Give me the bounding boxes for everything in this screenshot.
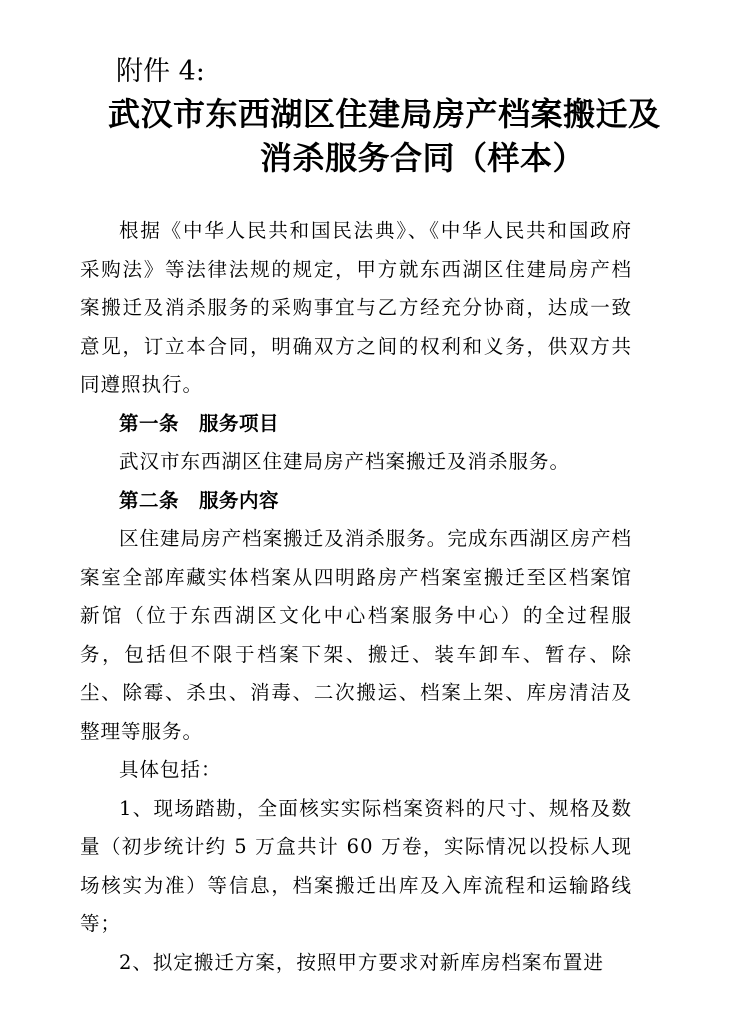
article-1-number: 第一条: [119, 411, 180, 435]
article-1-heading: [80, 405, 632, 444]
contract-title-line-1: 武汉市东西湖区住建局房产档案搬迁及: [108, 95, 661, 133]
item-2-paragraph: 2、拟定搬迁方案，按照甲方要求对新库房档案布置进: [119, 950, 604, 974]
article-1-paragraph: 武汉市东西湖区住建局房产档案搬迁及消杀服务。: [119, 450, 571, 473]
item-1-paragraph: 1、现场踏勘，全面核实实际档案资料的尺寸、规格及数量（初步统计约 5 万盒共计 60 万卷，实际情况以投标人现场核实为准）等信息，档案搬迁出库及入库流程和运输路线等；: [80, 796, 632, 935]
article-2-title: 服务内容: [199, 488, 280, 512]
specifics-label: 具体包括：: [119, 758, 222, 781]
intro-paragraph: 根据《中华人民共和国民法典》、《中华人民共和国政府采购法》等法律法规的规定，甲方就东西湖区住建局房产档案搬迁及消杀服务的采购事宜与乙方经充分协商，达成一致意见，订立本合同，明确双方之间的权利和义务，供双方共同遵照执行。: [80, 219, 632, 396]
attachment-label: 附件 4:: [116, 56, 205, 87]
article-2-number: 第二条: [119, 488, 180, 512]
article-2-heading: [80, 482, 632, 521]
article-2-paragraph: 区住建局房产档案搬迁及消杀服务。完成东西湖区房产档案室全部库藏实体档案从四明路房产档案室搬迁至区档案馆新馆（位于东西湖区文化中心档案服务中心）的全过程服务，包括但不限于档案下架、搬迁、装车卸车、暂存、除尘、除霉、杀虫、消毒、二次搬运、档案上架、库房清洁及整理等服务。: [80, 527, 632, 743]
contract-body: [80, 212, 632, 982]
article-1-title: 服务项目: [199, 411, 280, 435]
contract-title-line-2: 消杀服务合同（样本）: [260, 139, 586, 177]
